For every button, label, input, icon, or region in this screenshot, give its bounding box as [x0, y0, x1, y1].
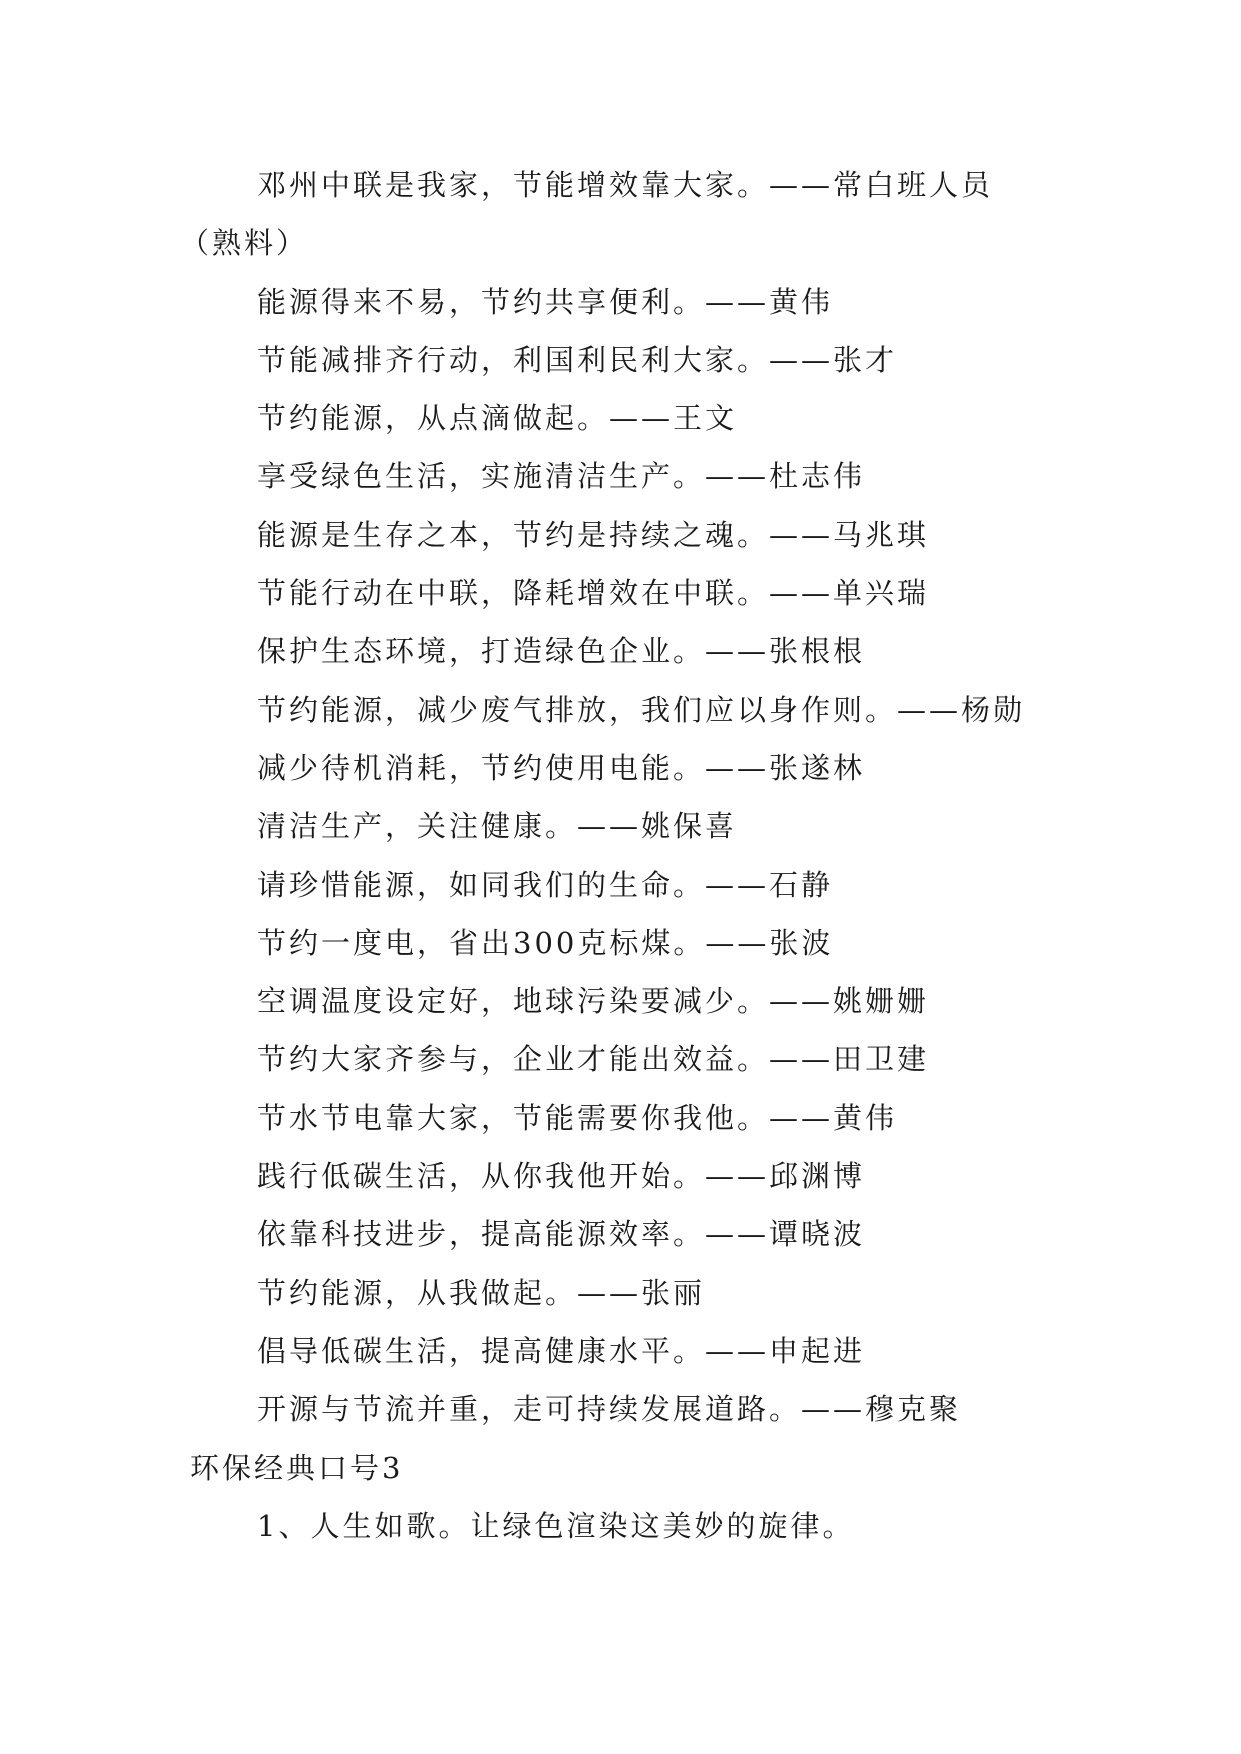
slogan-line: 依靠科技进步，提高能源效率。——谭晓波 — [257, 1217, 866, 1252]
slogan-line: 节能减排齐行动，利国利民利大家。——张才 — [257, 342, 898, 377]
slogan-line: 节水节电靠大家，节能需要你我他。——黄伟 — [257, 1100, 898, 1135]
slogan-line: 节约能源，从我做起。——张丽 — [257, 1275, 706, 1310]
slogan-line: 空调温度设定好，地球污染要减少。——姚姗姗 — [257, 984, 930, 1019]
slogan-line: 能源是生存之本，节约是持续之魂。——马兆琪 — [257, 517, 930, 552]
slogan-line: 减少待机消耗，节约使用电能。——张遂林 — [257, 750, 866, 785]
slogan-line: 享受绿色生活，实施清洁生产。——杜志伟 — [257, 459, 866, 494]
slogan-line: 节约能源，从点滴做起。——王文 — [257, 401, 738, 436]
document-body — [180, 156, 1070, 1555]
section-item: 1、人生如歌。让绿色渲染这美妙的旋律。 — [257, 1508, 855, 1543]
slogan-line: 请珍惜能源，如同我们的生命。——石静 — [257, 867, 834, 902]
slogan-line: 节约大家齐参与，企业才能出效益。——田卫建 — [257, 1042, 930, 1077]
slogan-line: 倡导低碳生活，提高健康水平。——申起进 — [257, 1333, 866, 1368]
slogan-line: 节约能源，减少废气排放，我们应以身作则。——杨勋 — [257, 692, 1026, 727]
slogan-line: 节能行动在中联，降耗增效在中联。——单兴瑞 — [257, 576, 930, 611]
slogan-line: 保护生态环境，打造绿色企业。——张根根 — [257, 634, 866, 669]
slogan-line: 开源与节流并重，走可持续发展道路。——穆克聚 — [257, 1392, 962, 1427]
slogan-line: 践行低碳生活，从你我他开始。——邱渊博 — [257, 1159, 866, 1194]
slogan-first-line: 邓州中联是我家，节能增效靠大家。——常白班人员 — [257, 168, 994, 202]
slogan-line: 清洁生产，关注健康。——姚保喜 — [257, 809, 738, 844]
slogan-line: 能源得来不易，节约共享便利。——黄伟 — [257, 284, 834, 319]
slogan-line: 节约一度电，省出300克标煤。——张波 — [257, 925, 834, 960]
slogan-first-continuation: （熟料） — [180, 226, 309, 261]
section-heading: 环保经典口号3 — [190, 1450, 404, 1485]
